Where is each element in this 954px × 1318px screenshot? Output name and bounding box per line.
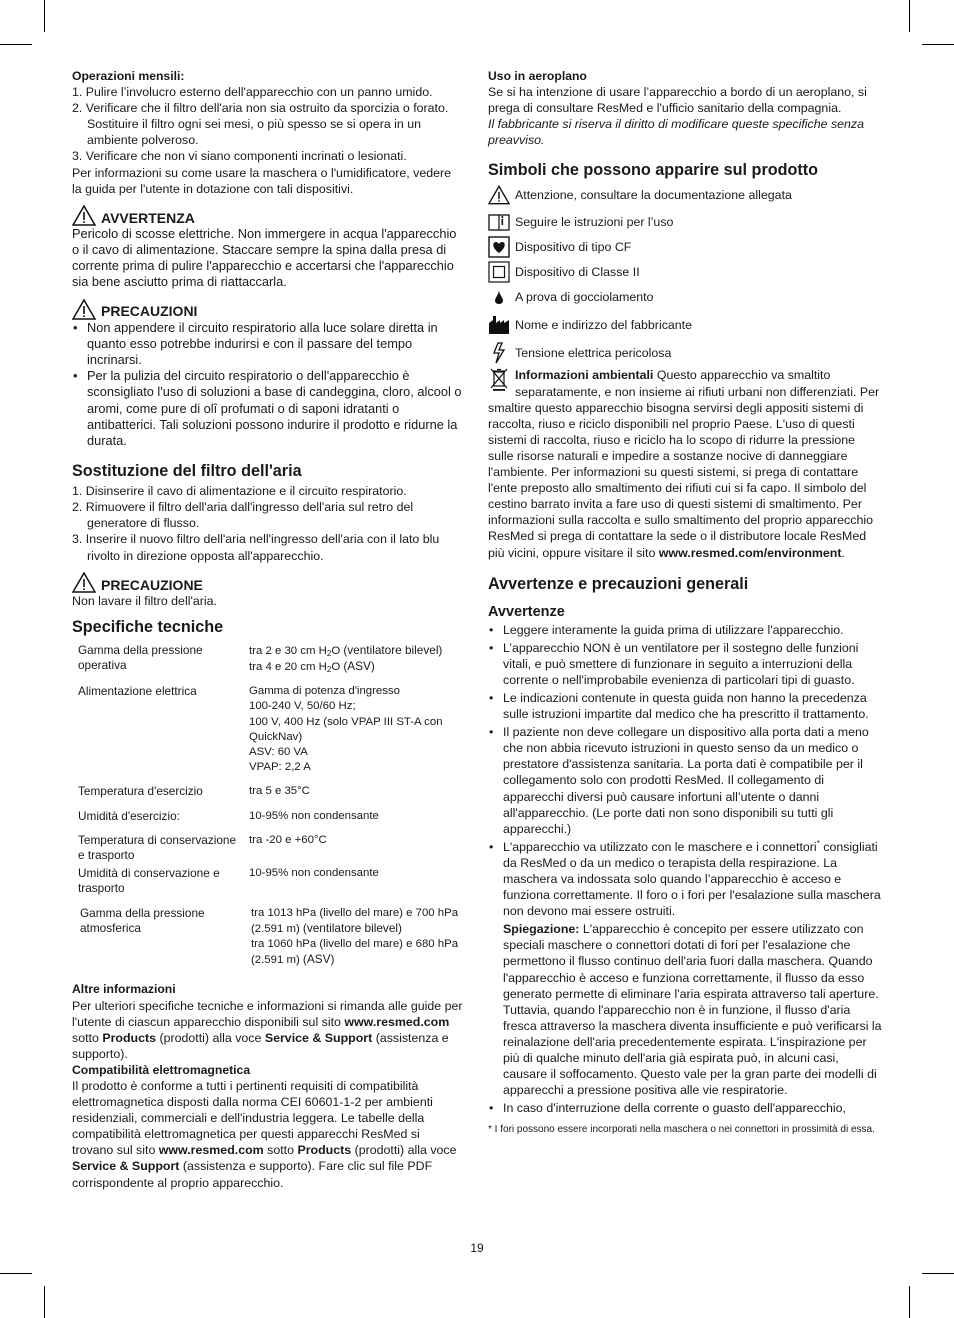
- explanation: Spiegazione: L'apparecchio è concepito per essere utilizzato con speciali maschere o connettori dotati di fori per l'esalazione che permettono il flusso continuo dell'aria fuori dalla maschera. Quando l'apparecchio è acceso e funziona correttamente, il flusso da esso generato permette di eliminare l'aria espirata attraverso tali aperture. Tuttavia, quando l'apparecchio non è in funzione, il flusso d'aria fresca attraverso la maschera diventa insufficiente e può verificarsi la reinalazione dell'aria precedentemente espirata. L'inspirazione per più di qualche minuto dell'aria già espirata può, in alcuni casi, causare il soffocamento. Questo vale per la gran parte dei modelli di apparecchi a pressione positiva alle vie respiratorie.: [503, 922, 882, 1098]
- symbol-row: [488, 236, 882, 258]
- environment-url: www.resmed.com/environment: [658, 545, 842, 560]
- left-column: [72, 68, 464, 1191]
- symbol-row: [488, 211, 882, 233]
- spec-label: Umidità di conservazione e trasporto: [78, 866, 220, 896]
- specs-table: [78, 643, 464, 978]
- high-voltage-bolt-icon: [488, 342, 510, 364]
- list-item: • L'apparecchio va utilizzato con le maschere e i connettori* consigliati da ResMed o da un medico o terapista della respirazione. La maschera va indossata solo quando l’apparecchio è acceso e funziona correttamente. Il foro o i fori per l'esalazione sulla maschera non devono mai essere ostruiti. Spiegazione: L'apparecchio è concepito per essere utilizzato con speciali maschere o connettori dotati di fori per l'esalazione che permettono il flusso continuo dell'aria fuori dalla maschera. Quando l'apparecchio è acceso e funziona correttamente, il flusso da esso generato permette di eliminare l'aria espirata attraverso tali aperture. Tuttavia, quando l'apparecchio non è in funzione, il flusso d'aria fresca attraverso la maschera diventa insufficiente e può verificarsi la reinalazione dell'aria precedentemente espirata. L'inspirazione per più di qualche minuto dell'aria già espirata può, in alcuni casi, causare il soffocamento. Questo vale per la gran parte dei modelli di apparecchi a pressione positiva alle vie respiratorie.: [488, 839, 882, 1099]
- list-item: 3. Verificare che non vi siano componenti incrinati o lesionati.: [72, 149, 407, 164]
- monthly-note: Per informazioni su come usare la maschera o l'umidificatore, vedere la guida per l'utente in dotazione con tali dispositivi.: [72, 165, 452, 196]
- crop-mark: [922, 44, 954, 45]
- right-column: [488, 68, 882, 1137]
- crop-mark: [44, 1286, 45, 1318]
- emc-text: Il prodotto è conforme a tutti i pertinenti requisiti di compatibilità elettromagnetica disposti dalla norma CEI 60601-1-2 per ambienti residenziali, commerciali e dell'industria leggera. Le tabelle della compatibilità elettromagnetica per questi apparecchi ResMed si trovano sul sito www.resmed.com sotto Products (prodotti) alla voce Service & Support (assistenza e supporto). Fare clic sul file PDF corrispondente al proprio apparecchio.: [72, 1078, 457, 1190]
- symbol-label: Attenzione, consultare la documentazione allegata: [515, 188, 792, 203]
- airplane-note: Il fabbricante si riserva il diritto di modificare queste specifiche senza preavviso.: [488, 117, 865, 148]
- warnings-list: [488, 622, 882, 1117]
- more-info-text: Per ulteriori specifiche tecniche e informazioni si rimanda alle guide per l'utente di ciascun apparecchio disponibili sul sito www.resmed.com sotto Products (prodotti) alla voce Service & Support (assistenza e supporto).: [72, 998, 463, 1061]
- warning-text: Pericolo di scosse elettriche. Non immergere in acqua l'apparecchio o il cavo di alimentazione. Staccare sempre la spina dalla presa di corrente prima di pulire l'apparecchio e accertarsi che l'apparecchio sia bene asciutto prima di riattaccarla.: [72, 225, 457, 290]
- spec-label: Alimentazione elettrica: [78, 684, 197, 699]
- cautions-title: PRECAUZIONI: [101, 303, 198, 320]
- drip-proof-drop-icon: [488, 286, 510, 308]
- spec-value: 10-95% non condensante: [249, 867, 379, 880]
- airplane-text: Se si ha intenzione di usare l’apparecchio a bordo di un aeroplano, si prega di consultare ResMed e l'ufficio sanitario della compagnia.: [488, 85, 867, 116]
- list-item: 1. Pulire l’involucro esterno dell'apparecchio con un panno umido.: [72, 85, 433, 100]
- manufacturer-factory-icon: [488, 314, 510, 336]
- crop-mark: [44, 0, 45, 32]
- type-cf-heart-icon: [488, 236, 510, 258]
- footnote: * I fori possono essere incorporati nella maschera o nei connettori in prossimità di essa.: [488, 1124, 875, 1136]
- spec-label: Gamma della pressione operativa: [78, 642, 203, 672]
- spec-value: tra 5 e 35°C: [249, 785, 310, 798]
- more-info-heading: Altre informazioni: [72, 982, 176, 997]
- caution-heading: [72, 572, 464, 593]
- warning-triangle-icon: [72, 205, 96, 226]
- symbol-label: A prova di gocciolamento: [515, 290, 654, 305]
- filter-heading: Sostituzione del filtro dell'aria: [72, 462, 302, 481]
- list-item: • Le indicazioni contenute in questa guida non hanno la precedenza sulle istruzioni impartite dal medico che ha prescritto il trattamento.: [488, 690, 882, 722]
- list-item: • In caso d'interruzione della corrente o guasto dell'apparecchio,: [488, 1100, 882, 1116]
- list-item: • L’apparecchio NON è un ventilatore per il sostegno delle funzioni vitali, e può smettere di funzionare in seguito a interruzioni della corrente o nell'improbabile evenienza di particolari tipi di guasto.: [488, 640, 882, 688]
- crop-mark: [0, 44, 32, 45]
- environment-title: Informazioni ambientali: [515, 368, 654, 383]
- list-item: • Leggere interamente la guida prima di utilizzare l'apparecchio.: [488, 622, 882, 638]
- symbol-row: [488, 286, 882, 308]
- list-item: 3. Inserire il nuovo filtro dell'aria nell'ingresso dell'aria con il lato blu rivolto in direzione opposta all'apparecchio.: [72, 532, 440, 563]
- spec-value: Gamma di potenza d'ingresso 100-240 V, 50/60 Hz; 100 V, 400 Hz (solo VPAP III ST-A con QuickNav) ASV: 60 VA VPAP: 2,2 A: [249, 685, 443, 774]
- list-item: 1. Disinserire il cavo di alimentazione e il circuito respiratorio.: [72, 484, 407, 499]
- airplane-heading: Uso in aeroplano: [488, 69, 587, 83]
- general-heading: Avvertenze e precauzioni generali: [488, 574, 749, 593]
- spec-value: tra 2 e 30 cm $H_2O$ (ventilatore bilevel) tra 4 e 20 cm $H_2O$ (ASV): [249, 642, 443, 674]
- list-item: • Per la pulizia del circuito respiratorio o dell'apparecchio è sconsigliato l'uso di soluzioni a base di candeggina, cloro, alcool o aromi, come pure di olî profumati o di saponi idratanti o antibatterici. Tali soluzioni possono indurire il prodotto e ridurne la durata.: [72, 368, 464, 449]
- warning-heading: [72, 205, 464, 226]
- symbol-label: Seguire le istruzioni per l’uso: [515, 215, 674, 230]
- crossed-bin-icon: [488, 367, 510, 391]
- spec-label: Umidità d'esercizio:: [78, 808, 180, 823]
- list-item: • Il paziente non deve collegare un dispositivo alla porta dati a meno che non abbia ricevuto istruzioni in questo senso da un medico o prestatore d'assistenza sanitaria. La porta dati è compatibile per il collegamento solo con prodotti ResMed. Il collegamento di apparecchi diversi può causare infortuni all’utente o danni all'apparecchio. (Le porte dati non sono disponibili su tutti gli apparecchi.): [488, 724, 882, 837]
- warning-triangle-icon: [72, 299, 96, 320]
- spec-label: Gamma della pressione atmosferica: [80, 905, 205, 935]
- environment-info: Informazioni ambientali Questo apparecchio va smaltito separatamente, e non insieme ai rifiuti urbani non differenziati. Per smaltire questo apparecchio bisogna servirsi degli appositi sistemi di raccolta, riuso e riciclo disponibili nel proprio Paese. L'uso di questi sistemi di raccolta, riuso e riciclo ha lo scopo di ridurre la pressione sulle risorse naturali e impedire a sostanze nocive di danneggiare l'ambiente. Per informazioni su questi sistemi, si prega di contattare l'ente preposto allo smaltimento dei rifiuti cui si fa capo. Il simbolo del cestino barrato invita a fare uso di questi sistemi di smaltimento. Per informazioni sulla raccolta e sullo smaltimento del proprio apparecchio ResMed si prega di contattare la sede o il distributore locale ResMed più vicini, oppure visitare il sito www.resmed.com/environment.: [488, 368, 880, 560]
- spec-label: Temperatura di conservazione e trasporto: [78, 832, 237, 862]
- spec-value: tra 1013 hPa (livello del mare) e 700 hPa (2.591 m) (ventilatore bilevel) tra 1060 hPa (livello del mare) e 680 hPa (2.591 m) (ASV): [251, 906, 459, 967]
- specs-heading: Specifiche tecniche: [72, 617, 224, 636]
- cautions-heading: [72, 299, 464, 320]
- symbol-label: Tensione elettrica pericolosa: [515, 346, 672, 361]
- crop-mark: [909, 1286, 910, 1318]
- cautions-list: [72, 320, 464, 450]
- monthly-heading: Operazioni mensili:: [72, 69, 185, 83]
- symbol-row: [488, 261, 882, 283]
- crop-mark: [0, 1273, 32, 1274]
- spec-value: 10-95% non condensante: [249, 809, 379, 822]
- crop-mark: [922, 1273, 954, 1274]
- caution-text: Non lavare il filtro dell'aria.: [72, 593, 217, 608]
- list-item: 2. Verificare che il filtro dell'aria non sia ostruito da sporcizia o forato. Sostituire il filtro ogni sei mesi, o più spesso se si opera in un ambiente polveroso.: [72, 101, 449, 148]
- symbols-heading: Simboli che possono apparire sul prodotto: [488, 161, 819, 180]
- symbol-label: Dispositivo di tipo CF: [515, 240, 632, 255]
- caution-title: PRECAUZIONE: [101, 576, 203, 593]
- symbol-row: [488, 184, 882, 206]
- crop-mark: [909, 0, 910, 32]
- symbol-label: Nome e indirizzo del fabbricante: [515, 318, 693, 333]
- warning-title: AVVERTENZA: [101, 209, 195, 226]
- warning-triangle-icon: [72, 572, 96, 593]
- emc-heading: Compatibilità elettromagnetica: [72, 1062, 251, 1077]
- spec-value: tra -20 e +60°C: [249, 833, 327, 846]
- instructions-book-icon: [488, 211, 510, 233]
- symbol-row: [488, 342, 882, 364]
- list-item: 2. Rimuovere il filtro dell'aria dall'ingresso dell'aria sul retro del generatore di flusso.: [72, 500, 414, 531]
- warning-triangle-icon: [488, 184, 510, 206]
- list-item: • Non appendere il circuito respiratorio alla luce solare diretta in quanto esso potrebbe indurirsi e con il passare del tempo incrinarsi.: [72, 320, 464, 369]
- class-ii-square-icon: [488, 261, 510, 283]
- warnings-heading: Avvertenze: [488, 603, 565, 620]
- page-number: 19: [470, 1241, 484, 1255]
- spec-label: Temperatura d'esercizio: [78, 784, 203, 799]
- symbol-row: [488, 314, 882, 336]
- environment-text: Questo apparecchio va smaltito separatamente, e non insieme ai rifiuti urbani non differenziati. Per smaltire questo apparecchio bisogna servirsi degli appositi sistemi di raccolta, riuso e riciclo disponibili nel proprio Paese. L'uso di questi sistemi di raccolta, riuso e riciclo ha lo scopo di ridurre la pressione sulle risorse naturali e impedire a sostanze nocive di danneggiare l'ambiente. Per informazioni su questi sistemi, si prega di contattare l'ente preposto allo smaltimento dei rifiuti cui si fa capo. Il simbolo del cestino barrato invita a fare uso di questi sistemi di smaltimento. Per informazioni sulla raccolta e sullo smaltimento del proprio apparecchio ResMed si prega di contattare la sede o il distributore locale ResMed più vicini, oppure visitare il sito: [488, 368, 880, 560]
- symbol-label: Dispositivo di Classe II: [515, 265, 640, 280]
